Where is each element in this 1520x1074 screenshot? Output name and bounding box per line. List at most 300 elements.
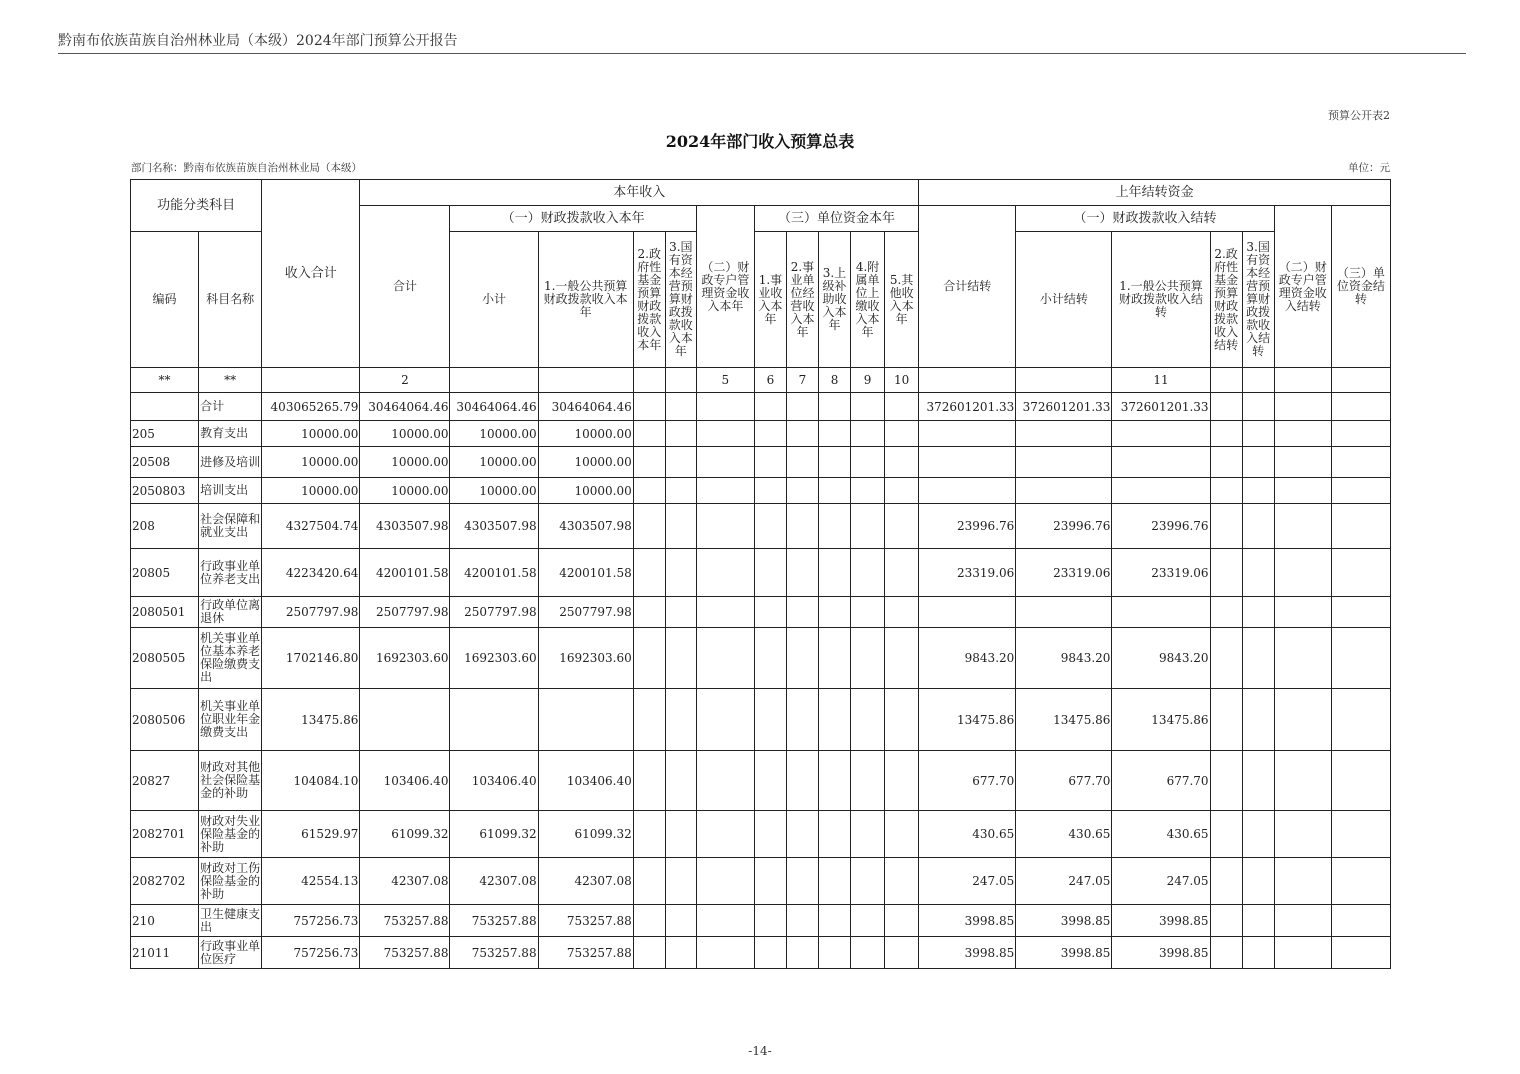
page-number: -14- [748, 1044, 772, 1058]
row-carry-fiscal-special [1274, 937, 1331, 969]
row-superior-subsidy [818, 689, 850, 751]
row-carry-fiscal-special [1274, 628, 1331, 689]
row-business-income [754, 937, 786, 969]
row-current-total: 10000.00 [360, 447, 450, 478]
row-general-budget: 10000.00 [538, 421, 633, 447]
row-operating-income [786, 549, 818, 597]
row-carry-gov-fund [1210, 858, 1242, 905]
row-business-income [754, 504, 786, 549]
index-cell [1016, 368, 1112, 393]
fiscal-carryover-header: （一）财政拨款收入结转 [1016, 206, 1274, 232]
row-superior-subsidy [818, 811, 850, 858]
row-subject-name: 行政事业单位养老支出 [199, 549, 262, 597]
row-operating-income [786, 937, 818, 969]
index-cell: 9 [851, 368, 885, 393]
row-fiscal-special [696, 689, 754, 751]
table-row [131, 421, 1391, 447]
index-cell: 8 [818, 368, 850, 393]
row-carry-gov-fund [1210, 421, 1242, 447]
table-row [131, 597, 1391, 628]
row-carry-state-capital [1242, 549, 1274, 597]
superior-subsidy-header: 3.上级补助收入本年 [818, 232, 850, 368]
row-affiliated-income [851, 937, 885, 969]
row-total-income: 10000.00 [262, 447, 360, 478]
row-gov-fund [633, 858, 665, 905]
row-superior-subsidy [818, 597, 850, 628]
row-state-capital [665, 628, 696, 689]
row-carry-fiscal-special [1274, 905, 1331, 937]
row-gov-fund [633, 689, 665, 751]
table-row [131, 504, 1391, 549]
row-current-total: 2507797.98 [360, 597, 450, 628]
row-affiliated-income [851, 504, 885, 549]
row-carry-unit-funds [1331, 905, 1390, 937]
row-fiscal-subtotal: 4200101.58 [450, 549, 538, 597]
general-budget-header: 1.一般公共预算财政拨款收入本年 [538, 232, 633, 368]
row-fiscal-special [696, 858, 754, 905]
row-business-income [754, 549, 786, 597]
row-carry-unit-funds [1331, 858, 1390, 905]
business-income-header: 1.事业收入本年 [754, 232, 786, 368]
index-cell [450, 368, 538, 393]
row-carry-general: 23996.76 [1112, 504, 1210, 549]
row-gov-fund [633, 597, 665, 628]
row-carry-general [1112, 447, 1210, 478]
index-cell: 11 [1112, 368, 1210, 393]
row-operating-income [786, 597, 818, 628]
row-general-budget: 1692303.60 [538, 628, 633, 689]
row-carry-subtotal: 9843.20 [1016, 628, 1112, 689]
row-fiscal-special [696, 504, 754, 549]
row-fiscal-subtotal: 10000.00 [450, 421, 538, 447]
fiscal-current-header: （一）财政拨款收入本年 [450, 206, 696, 232]
row-carry-subtotal [1016, 478, 1112, 504]
row-affiliated-income [851, 597, 885, 628]
row-carry-total: 13475.86 [919, 689, 1016, 751]
row-total-income: 2507797.98 [262, 597, 360, 628]
row-fiscal-special [696, 393, 754, 421]
table-row [131, 905, 1391, 937]
row-carry-state-capital [1242, 689, 1274, 751]
row-code: 2080505 [131, 628, 199, 689]
total-income-header: 收入合计 [262, 180, 360, 368]
index-cell: 2 [360, 368, 450, 393]
row-subject-name: 机关事业单位基本养老保险缴费支出 [199, 628, 262, 689]
row-other-income [885, 811, 919, 858]
row-business-income [754, 421, 786, 447]
row-carry-state-capital [1242, 937, 1274, 969]
row-carry-total: 3998.85 [919, 905, 1016, 937]
row-affiliated-income [851, 811, 885, 858]
row-fiscal-subtotal: 61099.32 [450, 811, 538, 858]
table-row [131, 628, 1391, 689]
row-carry-state-capital [1242, 905, 1274, 937]
row-carry-subtotal: 677.70 [1016, 751, 1112, 811]
row-code: 208 [131, 504, 199, 549]
row-total-income: 10000.00 [262, 478, 360, 504]
row-business-income [754, 858, 786, 905]
carry-general-header: 1.一般公共预算财政拨款收入结转 [1112, 232, 1210, 368]
code-header: 编码 [131, 232, 199, 368]
table-row [131, 751, 1391, 811]
row-state-capital [665, 549, 696, 597]
row-gov-fund [633, 393, 665, 421]
row-carry-fiscal-special [1274, 393, 1331, 421]
row-code: 2080506 [131, 689, 199, 751]
row-superior-subsidy [818, 504, 850, 549]
row-carry-fiscal-special [1274, 597, 1331, 628]
row-carry-total [919, 447, 1016, 478]
index-cell: 6 [754, 368, 786, 393]
row-fiscal-special [696, 597, 754, 628]
row-code: 21011 [131, 937, 199, 969]
row-current-total: 42307.08 [360, 858, 450, 905]
table-row [131, 811, 1391, 858]
index-cell [538, 368, 633, 393]
row-other-income [885, 597, 919, 628]
index-cell [1274, 368, 1331, 393]
row-state-capital [665, 811, 696, 858]
row-other-income [885, 628, 919, 689]
row-carry-fiscal-special [1274, 549, 1331, 597]
row-other-income [885, 478, 919, 504]
row-carry-total: 9843.20 [919, 628, 1016, 689]
row-carry-fiscal-special [1274, 504, 1331, 549]
row-carry-subtotal: 430.65 [1016, 811, 1112, 858]
row-carry-state-capital [1242, 504, 1274, 549]
row-carry-unit-funds [1331, 811, 1390, 858]
row-general-budget: 753257.88 [538, 905, 633, 937]
state-capital-header: 3.国有资本经营预算财政拨款收入本年 [665, 232, 696, 368]
row-business-income [754, 751, 786, 811]
index-row [131, 368, 1391, 393]
row-other-income [885, 549, 919, 597]
row-carry-total: 677.70 [919, 751, 1016, 811]
index-cell: ** [199, 368, 262, 393]
index-cell: 5 [696, 368, 754, 393]
row-carry-state-capital [1242, 628, 1274, 689]
header-row-1 [131, 180, 1391, 206]
row-carry-subtotal [1016, 421, 1112, 447]
row-general-budget: 42307.08 [538, 858, 633, 905]
row-fiscal-subtotal: 103406.40 [450, 751, 538, 811]
row-carry-unit-funds [1331, 937, 1390, 969]
row-carry-subtotal: 23319.06 [1016, 549, 1112, 597]
row-total-income: 403065265.79 [262, 393, 360, 421]
unit-funds-current-header: （三）单位资金本年 [754, 206, 918, 232]
row-carry-gov-fund [1210, 447, 1242, 478]
row-current-total [360, 689, 450, 751]
row-carry-gov-fund [1210, 905, 1242, 937]
row-affiliated-income [851, 628, 885, 689]
row-carry-subtotal [1016, 597, 1112, 628]
table-row [131, 858, 1391, 905]
row-carry-total: 247.05 [919, 858, 1016, 905]
row-operating-income [786, 478, 818, 504]
row-operating-income [786, 751, 818, 811]
row-operating-income [786, 811, 818, 858]
row-fiscal-subtotal: 753257.88 [450, 937, 538, 969]
current-total-header: 合计 [360, 206, 450, 368]
row-carry-unit-funds [1331, 597, 1390, 628]
row-subject-name: 社会保障和就业支出 [199, 504, 262, 549]
row-fiscal-special [696, 628, 754, 689]
row-carry-gov-fund [1210, 811, 1242, 858]
row-current-total: 10000.00 [360, 478, 450, 504]
unit-label: 单位：元 [1348, 162, 1390, 174]
row-carry-state-capital [1242, 393, 1274, 421]
department-name: 部门名称：黔南布依族苗族自治州林业局（本级） [131, 162, 362, 174]
row-code: 205 [131, 421, 199, 447]
row-affiliated-income [851, 421, 885, 447]
prior-carryover-header: 上年结转资金 [919, 180, 1391, 206]
row-business-income [754, 478, 786, 504]
row-carry-subtotal: 3998.85 [1016, 905, 1112, 937]
row-business-income [754, 628, 786, 689]
row-carry-state-capital [1242, 597, 1274, 628]
row-superior-subsidy [818, 421, 850, 447]
row-state-capital [665, 937, 696, 969]
row-total-income: 13475.86 [262, 689, 360, 751]
row-fiscal-special [696, 937, 754, 969]
index-cell [919, 368, 1016, 393]
row-carry-general: 23319.06 [1112, 549, 1210, 597]
table-title: 2024年部门收入预算总表 [665, 132, 855, 151]
row-code: 20508 [131, 447, 199, 478]
table-number: 预算公开表2 [1328, 109, 1390, 122]
row-carry-unit-funds [1331, 447, 1390, 478]
index-cell [262, 368, 360, 393]
table-row [131, 393, 1391, 421]
row-carry-total: 23996.76 [919, 504, 1016, 549]
row-carry-gov-fund [1210, 689, 1242, 751]
table-row [131, 689, 1391, 751]
row-general-budget: 10000.00 [538, 478, 633, 504]
other-income-header: 5.其他收入本年 [885, 232, 919, 368]
row-fiscal-subtotal: 1692303.60 [450, 628, 538, 689]
income-budget-table [130, 179, 1391, 969]
row-operating-income [786, 393, 818, 421]
row-carry-general: 3998.85 [1112, 937, 1210, 969]
row-total-income: 61529.97 [262, 811, 360, 858]
row-current-total: 4303507.98 [360, 504, 450, 549]
report-header: 黔南布依族苗族自治州林业局（本级）2024年部门预算公开报告 [58, 33, 458, 49]
row-carry-gov-fund [1210, 478, 1242, 504]
row-carry-fiscal-special [1274, 811, 1331, 858]
row-carry-subtotal [1016, 447, 1112, 478]
row-subject-name: 行政事业单位医疗 [199, 937, 262, 969]
row-state-capital [665, 447, 696, 478]
row-carry-fiscal-special [1274, 478, 1331, 504]
row-carry-general: 247.05 [1112, 858, 1210, 905]
row-gov-fund [633, 478, 665, 504]
row-carry-unit-funds [1331, 549, 1390, 597]
row-carry-gov-fund [1210, 393, 1242, 421]
row-fiscal-subtotal: 753257.88 [450, 905, 538, 937]
row-carry-general: 3998.85 [1112, 905, 1210, 937]
row-subject-name: 进修及培训 [199, 447, 262, 478]
row-fiscal-subtotal: 10000.00 [450, 447, 538, 478]
row-general-budget: 4303507.98 [538, 504, 633, 549]
row-total-income: 4327504.74 [262, 504, 360, 549]
row-code: 20805 [131, 549, 199, 597]
row-other-income [885, 393, 919, 421]
row-other-income [885, 447, 919, 478]
row-carry-unit-funds [1331, 628, 1390, 689]
row-state-capital [665, 597, 696, 628]
row-state-capital [665, 421, 696, 447]
carry-gov-fund-header: 2.政府性基金预算财政拨款收入结转 [1210, 232, 1242, 368]
subject-name-header: 科目名称 [199, 232, 262, 368]
row-carry-unit-funds [1331, 421, 1390, 447]
func-subject-header: 功能分类科目 [131, 180, 262, 232]
row-other-income [885, 689, 919, 751]
row-carry-subtotal: 247.05 [1016, 858, 1112, 905]
row-total-income: 104084.10 [262, 751, 360, 811]
row-carry-total [919, 421, 1016, 447]
row-code: 2082702 [131, 858, 199, 905]
row-current-total: 4200101.58 [360, 549, 450, 597]
row-current-total: 30464064.46 [360, 393, 450, 421]
row-subject-name: 财政对工伤保险基金的补助 [199, 858, 262, 905]
row-total-income: 757256.73 [262, 905, 360, 937]
row-current-total: 753257.88 [360, 905, 450, 937]
row-carry-subtotal: 3998.85 [1016, 937, 1112, 969]
row-current-total: 103406.40 [360, 751, 450, 811]
row-carry-general [1112, 421, 1210, 447]
row-carry-unit-funds [1331, 393, 1390, 421]
row-carry-fiscal-special [1274, 421, 1331, 447]
row-carry-general: 13475.86 [1112, 689, 1210, 751]
row-fiscal-special [696, 421, 754, 447]
row-code: 2080501 [131, 597, 199, 628]
row-carry-total [919, 597, 1016, 628]
row-total-income: 757256.73 [262, 937, 360, 969]
row-affiliated-income [851, 858, 885, 905]
row-general-budget: 753257.88 [538, 937, 633, 969]
row-total-income: 1702146.80 [262, 628, 360, 689]
row-fiscal-subtotal: 30464064.46 [450, 393, 538, 421]
row-gov-fund [633, 905, 665, 937]
row-state-capital [665, 689, 696, 751]
row-carry-gov-fund [1210, 751, 1242, 811]
row-carry-gov-fund [1210, 597, 1242, 628]
row-carry-total: 23319.06 [919, 549, 1016, 597]
header-rule [58, 53, 1466, 54]
row-carry-unit-funds [1331, 751, 1390, 811]
row-subject-name: 卫生健康支出 [199, 905, 262, 937]
row-subject-name: 财政对失业保险基金的补助 [199, 811, 262, 858]
row-current-total: 753257.88 [360, 937, 450, 969]
row-fiscal-subtotal: 4303507.98 [450, 504, 538, 549]
row-other-income [885, 751, 919, 811]
row-code: 20827 [131, 751, 199, 811]
row-superior-subsidy [818, 905, 850, 937]
row-general-budget: 30464064.46 [538, 393, 633, 421]
row-gov-fund [633, 628, 665, 689]
index-cell [665, 368, 696, 393]
current-year-header: 本年收入 [360, 180, 919, 206]
row-superior-subsidy [818, 937, 850, 969]
row-state-capital [665, 504, 696, 549]
row-current-total: 61099.32 [360, 811, 450, 858]
row-code: 2082701 [131, 811, 199, 858]
row-carry-subtotal: 372601201.33 [1016, 393, 1112, 421]
row-current-total: 10000.00 [360, 421, 450, 447]
row-gov-fund [633, 811, 665, 858]
row-operating-income [786, 858, 818, 905]
row-superior-subsidy [818, 751, 850, 811]
row-business-income [754, 393, 786, 421]
row-carry-total: 430.65 [919, 811, 1016, 858]
row-subject-name: 机关事业单位职业年金缴费支出 [199, 689, 262, 751]
row-carry-state-capital [1242, 421, 1274, 447]
row-code: 210 [131, 905, 199, 937]
row-superior-subsidy [818, 478, 850, 504]
index-cell: 10 [885, 368, 919, 393]
row-business-income [754, 597, 786, 628]
table-row [131, 478, 1391, 504]
row-subject-name: 行政单位离退休 [199, 597, 262, 628]
row-state-capital [665, 751, 696, 811]
row-operating-income [786, 689, 818, 751]
row-fiscal-special [696, 478, 754, 504]
row-general-budget: 10000.00 [538, 447, 633, 478]
row-fiscal-subtotal: 42307.08 [450, 858, 538, 905]
row-operating-income [786, 628, 818, 689]
row-gov-fund [633, 937, 665, 969]
row-superior-subsidy [818, 549, 850, 597]
row-carry-gov-fund [1210, 628, 1242, 689]
row-carry-gov-fund [1210, 504, 1242, 549]
carry-total-header: 合计结转 [919, 206, 1016, 368]
row-code: 2050803 [131, 478, 199, 504]
row-business-income [754, 447, 786, 478]
row-affiliated-income [851, 478, 885, 504]
row-carry-subtotal: 13475.86 [1016, 689, 1112, 751]
carry-unit-funds-header: （三）单位资金结转 [1331, 206, 1390, 368]
row-carry-general [1112, 478, 1210, 504]
row-current-total: 1692303.60 [360, 628, 450, 689]
row-fiscal-special [696, 447, 754, 478]
row-carry-gov-fund [1210, 549, 1242, 597]
row-carry-general: 9843.20 [1112, 628, 1210, 689]
row-general-budget: 61099.32 [538, 811, 633, 858]
row-carry-fiscal-special [1274, 447, 1331, 478]
carry-subtotal-header: 小计结转 [1016, 232, 1112, 368]
row-affiliated-income [851, 393, 885, 421]
row-subject-name: 财政对其他社会保险基金的补助 [199, 751, 262, 811]
index-cell [1331, 368, 1390, 393]
row-affiliated-income [851, 689, 885, 751]
row-other-income [885, 858, 919, 905]
row-carry-fiscal-special [1274, 689, 1331, 751]
row-fiscal-subtotal [450, 689, 538, 751]
row-affiliated-income [851, 447, 885, 478]
row-affiliated-income [851, 751, 885, 811]
fiscal-special-header: （二）财政专户管理资金收入本年 [696, 206, 754, 368]
row-carry-state-capital [1242, 447, 1274, 478]
row-carry-total [919, 478, 1016, 504]
row-business-income [754, 689, 786, 751]
index-cell [1242, 368, 1274, 393]
row-operating-income [786, 447, 818, 478]
row-code [131, 393, 199, 421]
row-state-capital [665, 858, 696, 905]
row-carry-total: 3998.85 [919, 937, 1016, 969]
row-state-capital [665, 905, 696, 937]
index-cell [633, 368, 665, 393]
